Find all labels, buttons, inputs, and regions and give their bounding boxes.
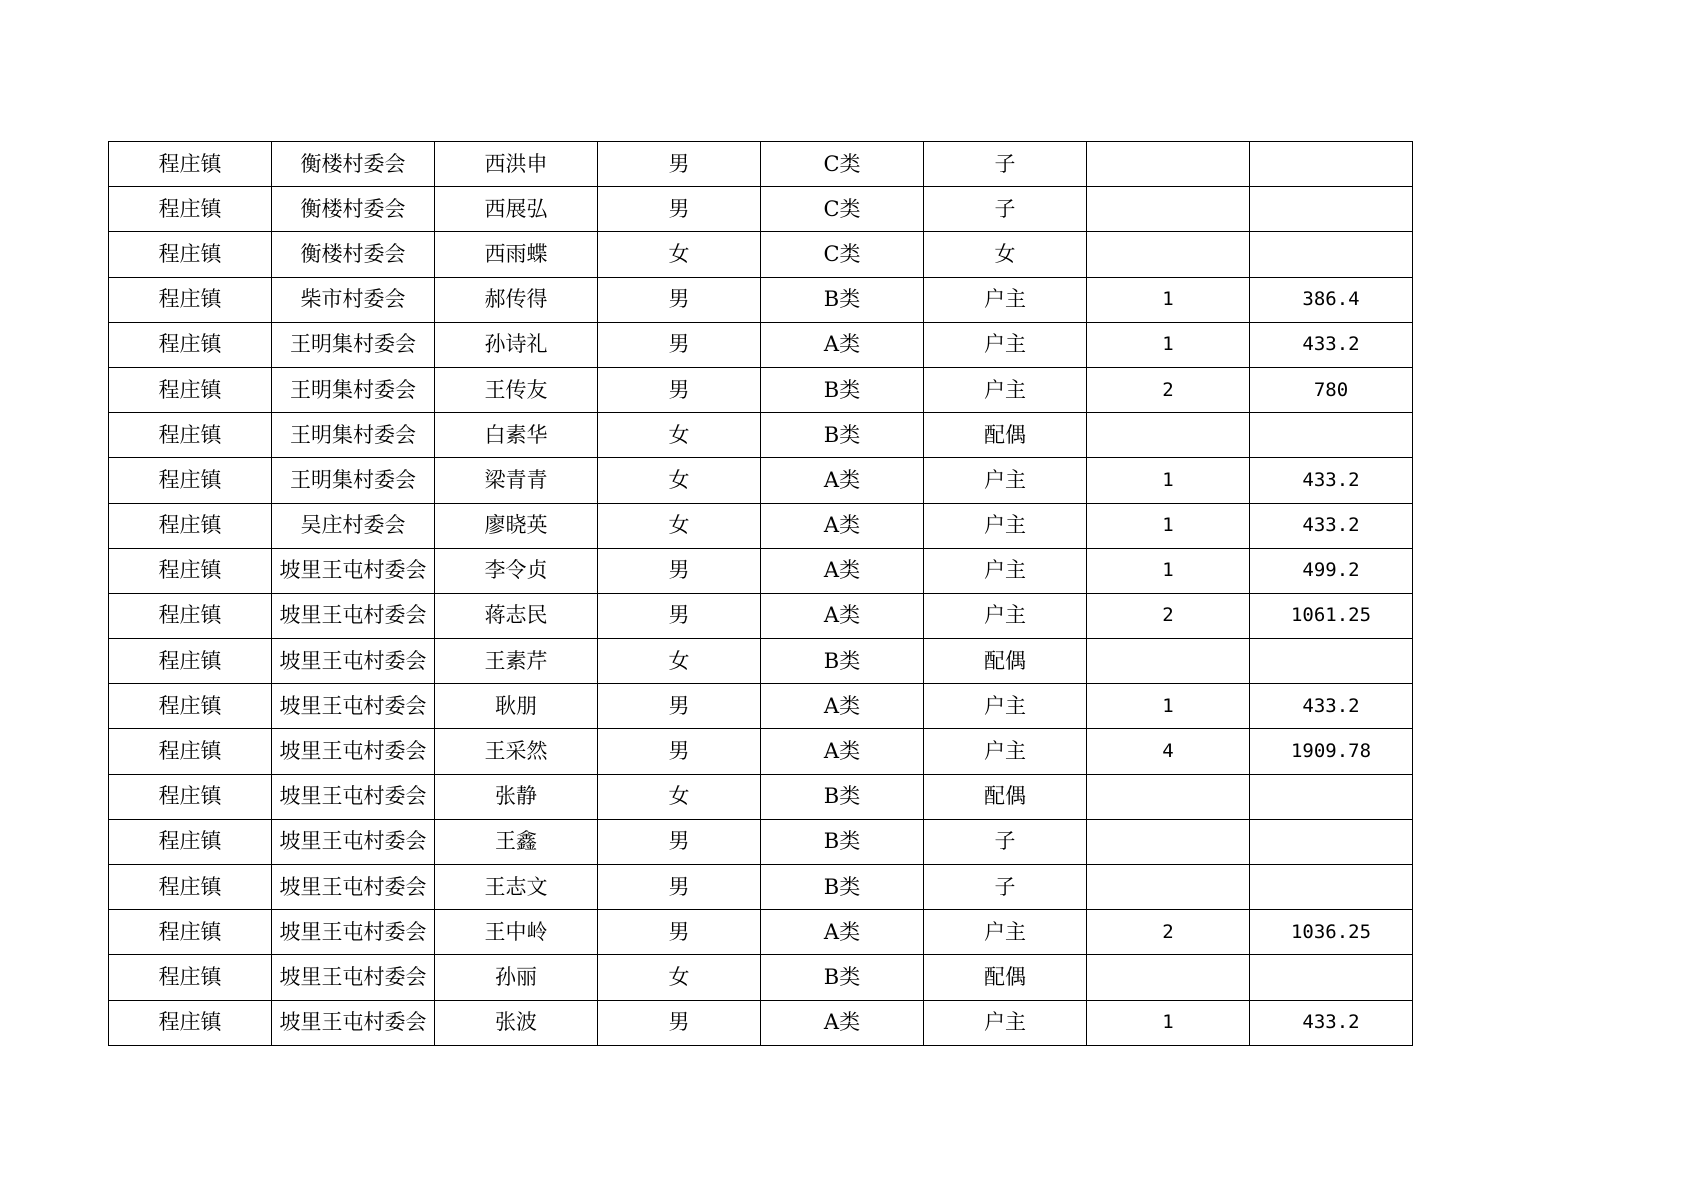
village-cell: 坡里王屯村委会 [272,593,435,638]
table-row [109,142,1413,187]
amount-cell: 780 [1250,367,1413,412]
town-cell: 程庄镇 [109,367,272,412]
count-cell [1087,413,1250,458]
name-cell: 王采然 [435,729,598,774]
village-cell: 王明集村委会 [272,413,435,458]
count-cell: 2 [1087,367,1250,412]
amount-cell [1250,187,1413,232]
count-cell [1087,819,1250,864]
table-row [109,503,1413,548]
count-cell [1087,639,1250,684]
category-cell: C类 [761,187,924,232]
gender-cell: 男 [598,865,761,910]
name-cell: 王中岭 [435,910,598,955]
amount-cell [1250,865,1413,910]
table-row [109,322,1413,367]
gender-cell: 女 [598,413,761,458]
count-cell: 1 [1087,277,1250,322]
village-cell: 吴庄村委会 [272,503,435,548]
category-cell: A类 [761,910,924,955]
name-cell: 张静 [435,774,598,819]
table-row [109,458,1413,503]
table-row [109,639,1413,684]
village-cell: 王明集村委会 [272,458,435,503]
count-cell: 4 [1087,729,1250,774]
village-cell: 坡里王屯村委会 [272,865,435,910]
town-cell: 程庄镇 [109,729,272,774]
household-table [108,141,1413,1046]
count-cell: 1 [1087,1000,1250,1045]
category-cell: B类 [761,774,924,819]
table-body [109,142,1413,1046]
relation-cell: 户主 [924,367,1087,412]
town-cell: 程庄镇 [109,503,272,548]
amount-cell [1250,639,1413,684]
name-cell: 王传友 [435,367,598,412]
count-cell [1087,774,1250,819]
category-cell: A类 [761,503,924,548]
gender-cell: 女 [598,232,761,277]
table-row [109,187,1413,232]
village-cell: 坡里王屯村委会 [272,774,435,819]
name-cell: 王鑫 [435,819,598,864]
count-cell: 1 [1087,503,1250,548]
town-cell: 程庄镇 [109,1000,272,1045]
amount-cell: 433.2 [1250,458,1413,503]
amount-cell: 1061.25 [1250,593,1413,638]
table-row [109,277,1413,322]
amount-cell [1250,232,1413,277]
relation-cell: 户主 [924,593,1087,638]
gender-cell: 男 [598,322,761,367]
town-cell: 程庄镇 [109,684,272,729]
name-cell: 廖晓英 [435,503,598,548]
category-cell: B类 [761,819,924,864]
count-cell: 1 [1087,458,1250,503]
name-cell: 王志文 [435,865,598,910]
category-cell: A类 [761,322,924,367]
relation-cell: 户主 [924,277,1087,322]
gender-cell: 男 [598,910,761,955]
table-row [109,232,1413,277]
amount-cell: 499.2 [1250,548,1413,593]
gender-cell: 女 [598,458,761,503]
count-cell [1087,142,1250,187]
gender-cell: 男 [598,142,761,187]
name-cell: 张波 [435,1000,598,1045]
relation-cell: 子 [924,819,1087,864]
name-cell: 孙丽 [435,955,598,1000]
town-cell: 程庄镇 [109,910,272,955]
town-cell: 程庄镇 [109,955,272,1000]
relation-cell: 配偶 [924,955,1087,1000]
table-row [109,910,1413,955]
category-cell: B类 [761,367,924,412]
relation-cell: 户主 [924,322,1087,367]
category-cell: A类 [761,684,924,729]
amount-cell: 1909.78 [1250,729,1413,774]
relation-cell: 配偶 [924,639,1087,684]
amount-cell: 433.2 [1250,322,1413,367]
category-cell: B类 [761,277,924,322]
gender-cell: 女 [598,503,761,548]
relation-cell: 配偶 [924,774,1087,819]
amount-cell: 1036.25 [1250,910,1413,955]
name-cell: 蒋志民 [435,593,598,638]
town-cell: 程庄镇 [109,548,272,593]
village-cell: 坡里王屯村委会 [272,548,435,593]
amount-cell [1250,774,1413,819]
relation-cell: 子 [924,187,1087,232]
count-cell: 1 [1087,684,1250,729]
table-row [109,684,1413,729]
town-cell: 程庄镇 [109,458,272,503]
gender-cell: 男 [598,1000,761,1045]
town-cell: 程庄镇 [109,187,272,232]
count-cell: 2 [1087,910,1250,955]
category-cell: A类 [761,593,924,638]
town-cell: 程庄镇 [109,277,272,322]
table-row [109,593,1413,638]
name-cell: 西展弘 [435,187,598,232]
gender-cell: 男 [598,367,761,412]
village-cell: 坡里王屯村委会 [272,955,435,1000]
gender-cell: 男 [598,819,761,864]
gender-cell: 男 [598,548,761,593]
amount-cell [1250,955,1413,1000]
village-cell: 衡楼村委会 [272,142,435,187]
table-row [109,548,1413,593]
category-cell: A类 [761,1000,924,1045]
gender-cell: 男 [598,187,761,232]
gender-cell: 男 [598,593,761,638]
table-row [109,819,1413,864]
category-cell: A类 [761,458,924,503]
amount-cell [1250,819,1413,864]
town-cell: 程庄镇 [109,819,272,864]
gender-cell: 女 [598,955,761,1000]
category-cell: B类 [761,413,924,458]
count-cell: 1 [1087,548,1250,593]
relation-cell: 配偶 [924,413,1087,458]
amount-cell: 386.4 [1250,277,1413,322]
name-cell: 梁青青 [435,458,598,503]
category-cell: A类 [761,548,924,593]
amount-cell [1250,413,1413,458]
village-cell: 衡楼村委会 [272,232,435,277]
name-cell: 西雨蝶 [435,232,598,277]
village-cell: 王明集村委会 [272,322,435,367]
relation-cell: 户主 [924,684,1087,729]
category-cell: A类 [761,729,924,774]
category-cell: B类 [761,865,924,910]
village-cell: 王明集村委会 [272,367,435,412]
name-cell: 白素华 [435,413,598,458]
category-cell: C类 [761,142,924,187]
count-cell [1087,955,1250,1000]
table-row [109,955,1413,1000]
name-cell: 王素芹 [435,639,598,684]
town-cell: 程庄镇 [109,322,272,367]
village-cell: 柴市村委会 [272,277,435,322]
amount-cell: 433.2 [1250,503,1413,548]
table-row [109,729,1413,774]
table-row [109,1000,1413,1045]
table-row [109,774,1413,819]
name-cell: 郝传得 [435,277,598,322]
gender-cell: 男 [598,277,761,322]
amount-cell: 433.2 [1250,684,1413,729]
town-cell: 程庄镇 [109,413,272,458]
name-cell: 西洪申 [435,142,598,187]
village-cell: 坡里王屯村委会 [272,639,435,684]
village-cell: 衡楼村委会 [272,187,435,232]
name-cell: 李令贞 [435,548,598,593]
name-cell: 耿朋 [435,684,598,729]
relation-cell: 户主 [924,729,1087,774]
relation-cell: 女 [924,232,1087,277]
category-cell: C类 [761,232,924,277]
relation-cell: 户主 [924,910,1087,955]
count-cell: 2 [1087,593,1250,638]
category-cell: B类 [761,955,924,1000]
name-cell: 孙诗礼 [435,322,598,367]
village-cell: 坡里王屯村委会 [272,729,435,774]
village-cell: 坡里王屯村委会 [272,819,435,864]
category-cell: B类 [761,639,924,684]
village-cell: 坡里王屯村委会 [272,910,435,955]
relation-cell: 子 [924,865,1087,910]
gender-cell: 女 [598,774,761,819]
relation-cell: 子 [924,142,1087,187]
gender-cell: 女 [598,639,761,684]
table-row [109,367,1413,412]
amount-cell [1250,142,1413,187]
relation-cell: 户主 [924,1000,1087,1045]
count-cell [1087,232,1250,277]
amount-cell: 433.2 [1250,1000,1413,1045]
relation-cell: 户主 [924,503,1087,548]
count-cell [1087,865,1250,910]
town-cell: 程庄镇 [109,639,272,684]
town-cell: 程庄镇 [109,232,272,277]
count-cell [1087,187,1250,232]
gender-cell: 男 [598,684,761,729]
gender-cell: 男 [598,729,761,774]
relation-cell: 户主 [924,458,1087,503]
village-cell: 坡里王屯村委会 [272,684,435,729]
count-cell: 1 [1087,322,1250,367]
town-cell: 程庄镇 [109,774,272,819]
village-cell: 坡里王屯村委会 [272,1000,435,1045]
relation-cell: 户主 [924,548,1087,593]
town-cell: 程庄镇 [109,593,272,638]
town-cell: 程庄镇 [109,142,272,187]
table-row [109,413,1413,458]
table-row [109,865,1413,910]
town-cell: 程庄镇 [109,865,272,910]
